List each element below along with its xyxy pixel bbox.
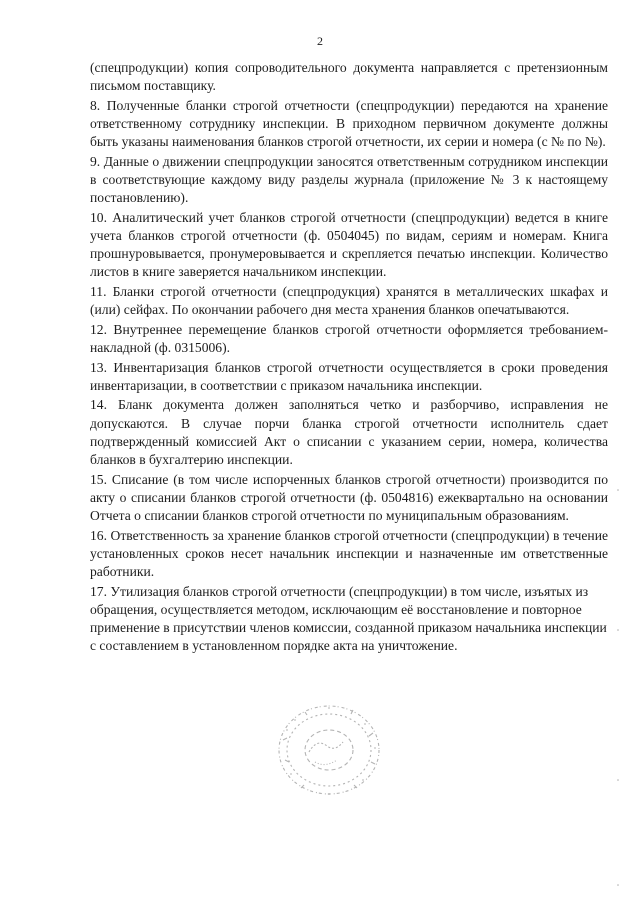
paragraph-15: 15. Списание (в том числе испорченных бланков строгой отчетности) производится по акту о списании бланков строгой отчетности (ф. 0504816) ежеквартально на основании Отчета о списании бланков строгой отчетности по муниципальным образованиям. <box>90 471 608 523</box>
paragraph-14: 14. Бланк документа должен заполняться четко и разборчиво, исправления не допускаются. В случае порчи бланка строгой отчетности исполнитель сдает подтвержденный комиссией Акт о списании с указанием серии, номера, количества бланков в бухгалтерию инспекции. <box>90 397 608 467</box>
faded-seal-stamp <box>265 700 387 800</box>
paragraph-11: 11. Бланки строгой отчетности (спецпродукция) хранятся в металлических шкафах и (или) сейфах. По окончании рабочего дня места хранения бланков опечатываются. <box>90 284 608 318</box>
paragraph-10: 10. Аналитический учет бланков строгой отчетности (спецпродукции) ведется в книге учета бланков строгой отчетности (ф. 0504045) по видам, сериям и номерам. Книга прошнуровывается, пронумеровывается и скрепляется печатью инспекции. Количество листов в книге заверяется начальником инспекции. <box>90 209 608 280</box>
paragraph-17: 17. Утилизация бланков строгой отчетности (спецпродукции) в том числе, изъятых из обращения, осуществляется методом, исключающим её восстановление и повторное применение в присутствии членов комиссии, созданной приказом начальника инспекции с составлением в установленном порядке акта на уничтожение. <box>90 583 607 654</box>
paragraph-8: 8. Полученные бланки строгой отчетности (спецпродукции) передаются на хранение ответственному сотруднику инспекции. В приходном первичном документе должны быть указаны наименования бланков строгой отчетности, их серии и номера (с № по №). <box>90 97 608 150</box>
paragraph-12: 12. Внутреннее перемещение бланков строгой отчетности оформляется требованием-накладной (ф. 0315006). <box>90 321 608 355</box>
paragraph-13: 13. Инвентаризация бланков строгой отчетности осуществляется в сроки проведения инвентаризации, в соответствии с приказом начальника инспекции. <box>90 359 608 393</box>
paragraph-16: 16. Ответственность за хранение бланков строгой отчетности (спецпродукции) в течение установленных сроков несет начальник инспекции и назначенные им ответственные работники. <box>90 527 608 579</box>
page-number: 2 <box>317 34 323 48</box>
document-body <box>90 59 608 657</box>
scan-edge-specks <box>616 480 620 900</box>
paragraph-continuation: (спецпродукции) копия сопроводительного документа направляется с претензионным письмом поставщику. <box>90 60 608 94</box>
paragraph-9: 9. Данные о движении спецпродукции заносятся ответственным сотрудником инспекции в соответствующие каждому виду разделы журнала (приложение № 3 к настоящему постановлению). <box>90 153 608 206</box>
